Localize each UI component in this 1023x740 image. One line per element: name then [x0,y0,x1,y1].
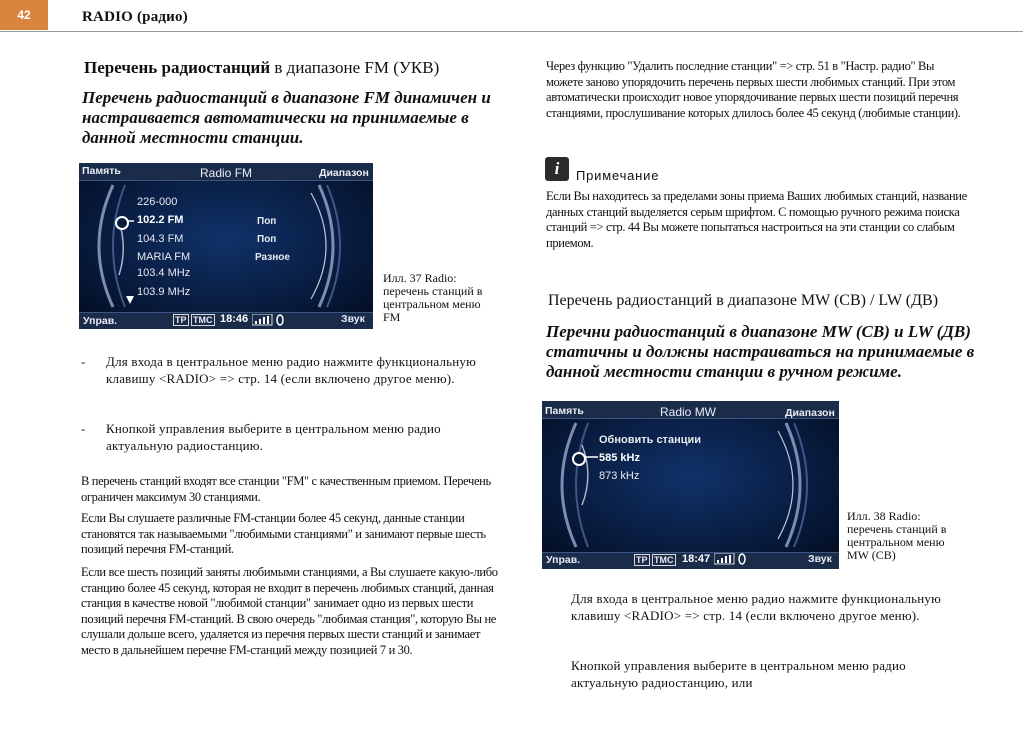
selection-knob-icon [572,452,586,466]
caption-line: центральном меню [847,535,945,549]
band-softkey[interactable]: Диапазон [785,407,835,419]
caption-line: перечень станций в [847,522,947,536]
sound-softkey[interactable]: Звук [341,313,365,325]
fm-heading-rest: в диапазоне FM (УКВ) [274,58,440,77]
fm-heading [84,58,439,78]
fm-paragraph: Если Вы слушаете различные FM-станции более 45 секунд, данные станции становятся так называемыми "любимыми станциями" и занимают первые шесть позиций перечня FM-станций. [81,511,486,556]
screen-decoration [542,401,839,569]
band-softkey[interactable]: Диапазон [319,167,369,179]
screen-title: Radio MW [660,405,717,419]
fm-lead: Перечень радиостанций в диапазоне FM динамичен и настраивается автоматически на принимаемые в данной местности станции. [82,88,491,147]
control-softkey[interactable]: Управ. [83,315,118,327]
fm-paragraph: В перечень станций входят все станции "FM" с качественным приемом. Перечень ограничен максимум 30 станциями. [81,474,491,504]
signal-strength-icon [714,553,748,565]
mw-lead: Перечни радиостанций в диапазоне MW (СВ) и LW (ДВ) статичны и должны настраиваться на принимаемые в данной местности станции в ручном режиме. [546,322,975,381]
selection-knob-icon [115,216,129,230]
station-item[interactable]: 103.9 MHz [137,286,191,298]
note-text: Если Вы находитесь за пределами зоны приема Ваших любимых станций, название данных станций выделяется серым шрифтом. С помощью ручного режима поиска станций => стр. 44 Вы можете попытаться настроиться на эти станции со слабым приемом. [546,189,967,250]
station-item-selected[interactable]: 102.2 FM [137,214,184,226]
clock: 18:46 [220,313,249,325]
station-item[interactable]: 103.4 MHz [137,267,191,279]
fm-paragraph: Если все шесть позиций заняты любимыми станциями, а Вы слушаете какую-либо станцию более 45 секунд, которая не входит в перечень любимых станций, данная станция в качестве новой "любимой станции" занимает одно из первых шести позиций перечня FM-станций. В свою очередь "любимая станция", которую Вы не слушали дольше всего, удаляется из перечня первых шести станций и занимает место в дальнейшем перечне FM-станций между позицией 7 и 30. [81,565,498,657]
screen-title: Radio FM [200,166,253,180]
screen-decoration [79,163,373,329]
note-title: Примечание [576,168,660,183]
caption-line: Илл. 37 Radio: [383,271,457,285]
step-text: Кнопкой управления выберите в центральном меню радио актуальную радиостанцию. [106,421,441,453]
section-title: RADIO (радио) [82,9,188,25]
mw-step-2: Кнопкой управления выберите в центральном меню радио актуальную радиостанцию, или [571,658,906,690]
station-item[interactable]: MARIA FM [137,251,191,263]
radio-fm-screen [79,163,373,329]
intro-paragraph: Через функцию "Удалить последние станции" => стр. 51 в "Настр. радио" Вы можете заново упорядочить перечень первых шести любимых станций. При этом автоматически происходит новое упорядочивание первых шести позиций перечня станциями, прослушивание которых длилось более 45 секунд (любимые станции). [546,59,961,120]
memory-softkey[interactable]: Память [545,405,584,417]
fm-step-1 [81,353,506,387]
update-stations-item[interactable]: Обновить станции [599,434,701,446]
tmc-badge: TMC [654,555,674,565]
memory-softkey[interactable]: Память [82,165,121,177]
step-dash: - [81,421,86,436]
station-genre: Разное [255,252,290,263]
page-number: 42 [0,0,48,30]
figure-37-caption [383,272,503,324]
sound-softkey[interactable]: Звук [808,553,832,565]
station-genre: Поп [257,216,277,227]
clock: 18:47 [682,553,711,565]
mw-heading: Перечень радиостанций в диапазоне MW (СВ) / LW (ДВ) [548,292,939,309]
control-softkey[interactable]: Управ. [546,554,581,566]
fm-heading-bold: Перечень радиостанций [84,58,271,77]
info-icon: i [545,157,569,181]
fm-step-2 [81,420,506,454]
step-dash: - [81,354,86,369]
header-rule [0,31,1023,32]
caption-line: Илл. 38 Radio: [847,509,921,523]
step-text: Для входа в центральное меню радио нажмите функциональную клавишу <RADIO> => стр. 14 (если включено другое меню). [106,354,477,386]
mw-step-1: Для входа в центральное меню радио нажмите функциональную клавишу <RADIO> => стр. 14 (если включено другое меню). [571,591,942,623]
signal-strength-icon [252,314,286,326]
tp-badge: TP [636,555,648,565]
tp-badge: TP [175,315,187,325]
caption-line: MW (СВ) [847,548,896,562]
caption-line: центральном меню [383,297,481,311]
station-item[interactable]: 873 kHz [599,470,640,482]
station-item-selected[interactable]: 585 kHz [599,452,640,464]
station-item[interactable]: 226-000 [137,196,178,208]
station-genre: Поп [257,234,277,245]
tmc-badge: TMC [193,315,213,325]
radio-mw-screen [542,401,839,569]
caption-line: перечень станций в [383,284,483,298]
caption-line: FM [383,310,401,324]
station-item[interactable]: 104.3 FM [137,233,184,245]
figure-38-caption [847,510,967,562]
